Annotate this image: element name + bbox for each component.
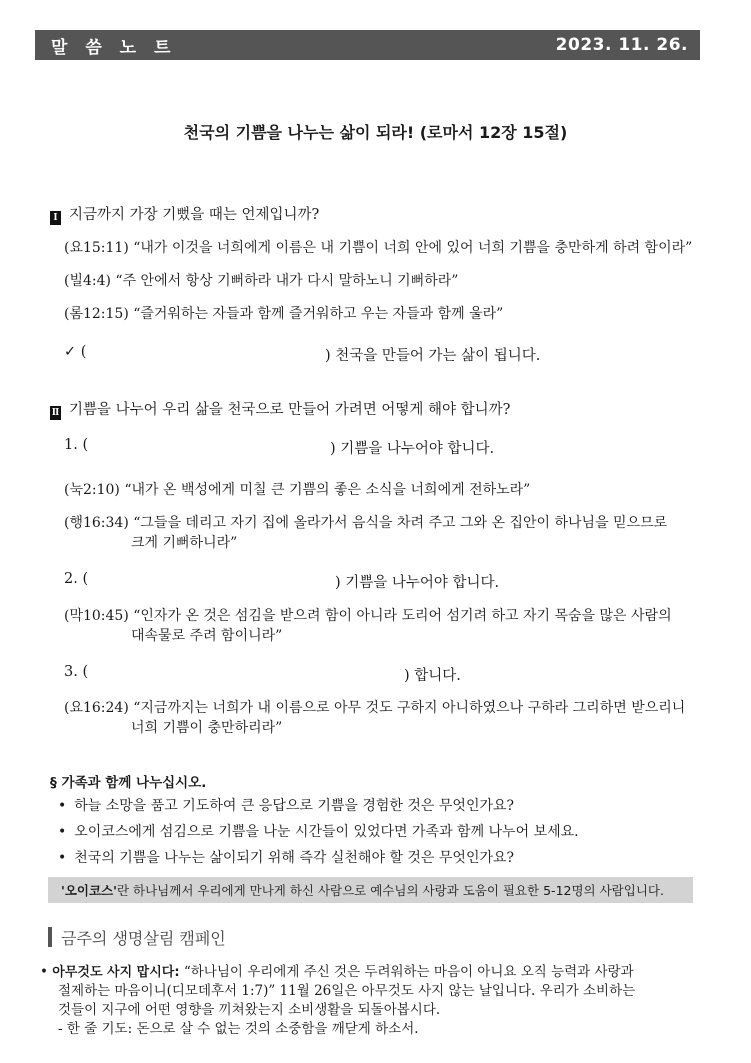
item1-close: ) 기쁨을 나누어야 합니다. <box>330 441 495 457</box>
campaign-label: 아무것도 사지 맙시다: <box>52 965 180 980</box>
bullet-icon: • <box>58 824 67 840</box>
section1-blank-close: ) 천국을 만들어 가는 삶이 됩니다. <box>325 348 541 364</box>
campaign-heading <box>48 926 226 948</box>
blank-open: ( <box>80 344 87 360</box>
campaign-text-line2: 절제하는 마음이니(디모데후서 1:7)” 11월 26일은 아무것도 사지 않는 날입니다. 우리가 소비하는 <box>58 983 636 999</box>
section2-numeral: Ⅱ <box>51 408 60 418</box>
section1-question-line <box>50 203 319 225</box>
verse-acts-line2: 크게 기뻐하니라” <box>131 535 238 551</box>
section1-verse: (요15:11) “내가 이것을 너희에게 이름은 내 기쁨이 너희 안에 있어 너희 기쁨을 충만하게 하려 함이라” <box>64 240 693 256</box>
verse-mark-line2: 대속물로 주려 함이니라” <box>131 628 283 644</box>
campaign-text-line3: 것들이 지구에 어떤 영향을 끼쳐왔는지 소비생활을 되돌아봅시다. <box>58 1002 441 1018</box>
section2-question-line <box>50 398 510 420</box>
family-item <box>58 795 514 815</box>
section1-numeral: Ⅰ <box>50 211 61 225</box>
item2-close: ) 기쁨을 나누어야 합니다. <box>335 575 500 591</box>
verse-john-line1: (요16:24) “지금까지는 너희가 내 이름으로 아무 것도 구하지 아니하였으나 구하라 그리하면 받으리니 <box>64 700 686 716</box>
item3-close: ) 합니다. <box>404 668 461 684</box>
item1-open: 1. ( <box>64 437 89 453</box>
section1-verse: (롬12:15) “즐거워하는 자들과 함께 즐거워하고 우는 자들과 함께 울라” <box>64 306 504 322</box>
family-item <box>58 821 579 841</box>
header-date: 2023. 11. 26. <box>555 35 688 55</box>
section1-question: 지금까지 가장 기뻤을 때는 언제입니까? <box>69 207 320 223</box>
campaign-prayer: - 한 줄 기도: 돈으로 살 수 없는 것의 소중함을 깨닫게 하소서. <box>58 1021 419 1037</box>
section1-verse: (빌4:4) “주 안에서 항상 기뻐하라 내가 다시 말하노니 기뻐하라” <box>64 273 459 289</box>
family-item-text: 천국의 기쁨을 나누는 삶이되기 위해 즉각 실천해야 할 것은 무엇인가요? <box>74 850 515 866</box>
check-mark-icon: ✓ <box>64 344 77 360</box>
item3-open: 3. ( <box>64 664 89 680</box>
family-heading: § 가족과 함께 나누십시오. <box>50 775 207 791</box>
bullet-icon: • <box>40 964 48 980</box>
verse-john-line2: 너희 기쁨이 충만하리라” <box>131 720 283 736</box>
section2-question: 기쁨을 나누어 우리 삶을 천국으로 만들어 가려면 어떻게 해야 합니까? <box>69 402 511 418</box>
verse-luke: (눅2:10) “내가 온 백성에게 미칠 큰 기쁨의 좋은 소식을 너희에게 전하노라” <box>64 482 531 498</box>
family-item-text: 하늘 소망을 품고 기도하여 큰 응답으로 기쁨을 경험한 것은 무엇인가요? <box>74 798 515 814</box>
family-item-text: 오이코스에게 섬김으로 기쁨을 나눈 시간들이 있었다면 가족과 함께 나누어 보세요. <box>74 824 579 840</box>
campaign-line1 <box>40 960 634 980</box>
item2-open: 2. ( <box>64 571 89 587</box>
verse-acts-line1: (행16:34) “그들을 데리고 자기 집에 올라가서 음식을 차려 주고 그와 온 집안이 하나님을 믿으므로 <box>64 515 668 531</box>
oikos-term: '오이코스' <box>61 883 117 898</box>
campaign-heading-text: 금주의 생명살림 캠페인 <box>61 928 226 948</box>
heading-bar-icon <box>48 927 52 947</box>
family-item <box>58 847 514 867</box>
oikos-note <box>48 877 693 903</box>
section1-fill-blank <box>64 344 86 360</box>
verse-mark-line1: (막10:45) “인자가 온 것은 섬김을 받으려 함이 아니라 도리어 섬기려 하고 자기 목숨을 많은 사람의 <box>64 608 672 624</box>
bullet-icon: • <box>58 798 67 814</box>
sermon-title: 천국의 기쁨을 나누는 삶이 되라! (로마서 12장 15절) <box>183 123 568 142</box>
campaign-text-line1: “하나님이 우리에게 주신 것은 두려워하는 마음이 아니요 오직 능력과 사랑과 <box>183 964 634 980</box>
oikos-definition: 란 하나님께서 우리에게 만나게 하신 사람으로 예수님의 사랑과 도움이 필요한 5-12명의 사람입니다. <box>116 883 664 898</box>
header-title: 말 씀 노 트 <box>51 37 177 58</box>
bullet-icon: • <box>58 850 67 866</box>
header-bar <box>35 30 700 60</box>
